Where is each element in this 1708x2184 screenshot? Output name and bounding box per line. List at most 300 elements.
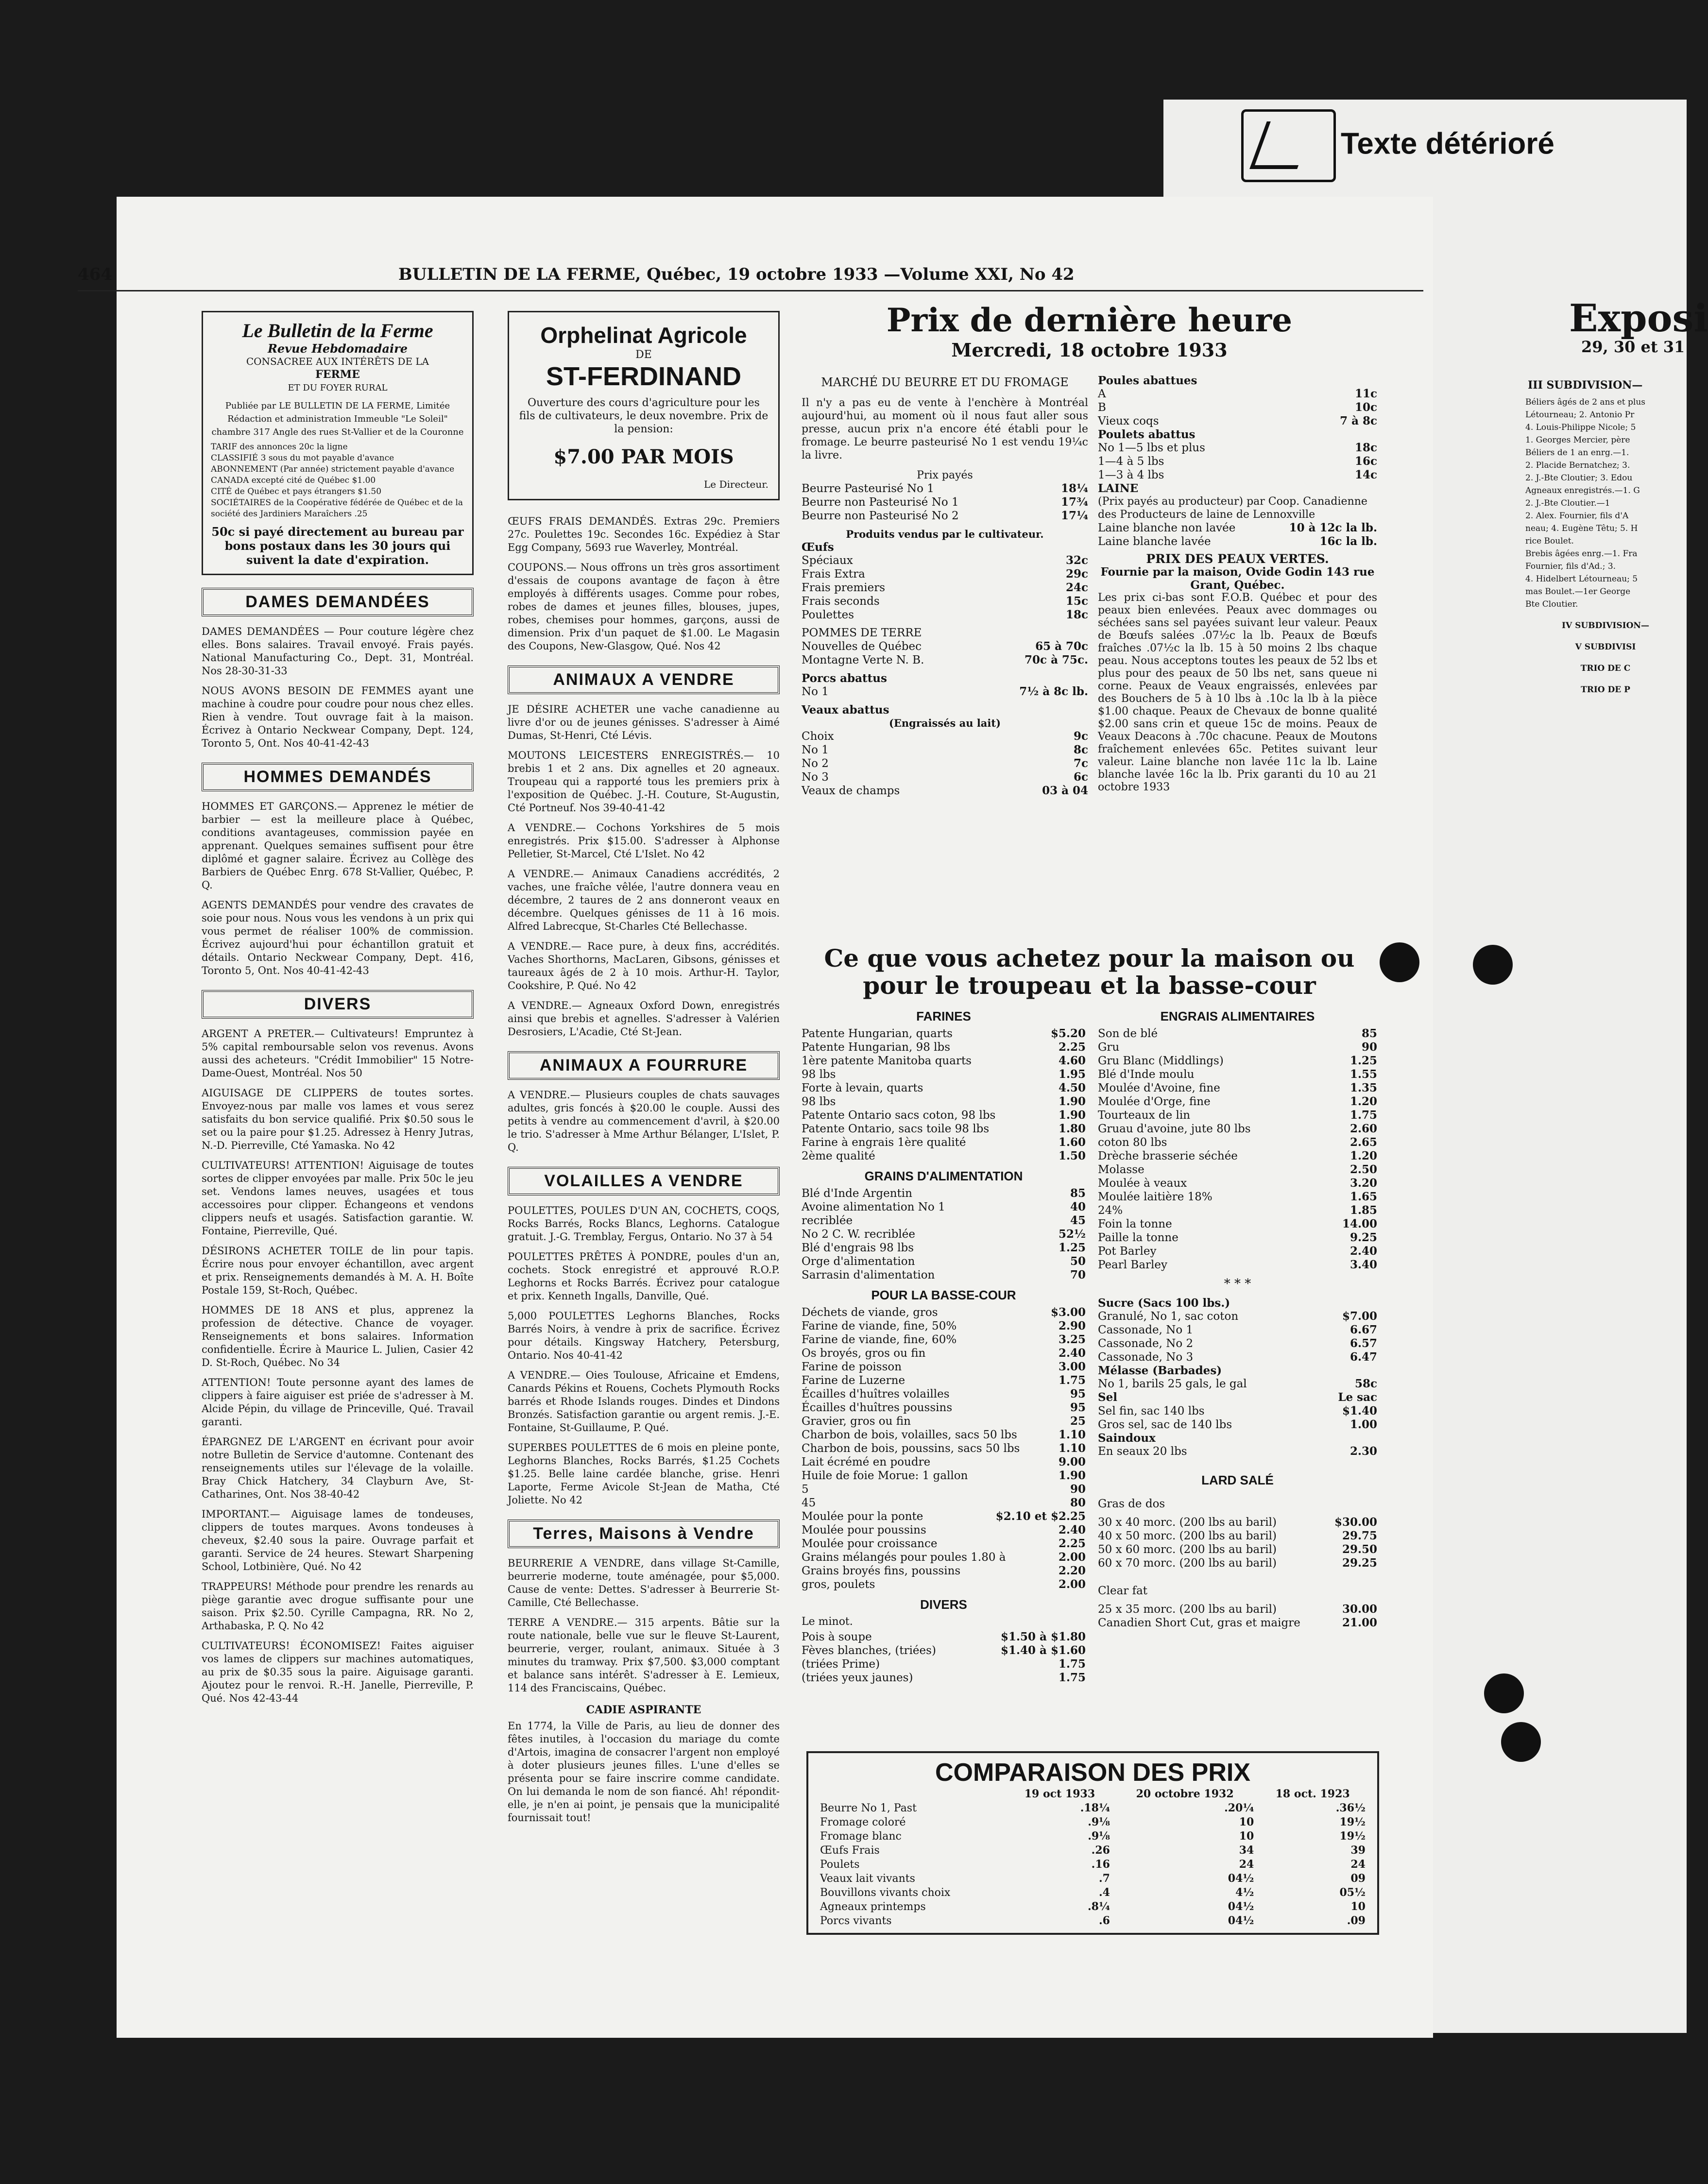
comparison-row bbox=[817, 1815, 1368, 1829]
price-item: Sel fin, sac 140 lbs bbox=[1098, 1405, 1205, 1417]
price-row bbox=[1098, 1245, 1377, 1258]
price-item: Grains mélangés pour poules 1.80 à bbox=[802, 1551, 1006, 1564]
deteriorated-banner bbox=[1241, 109, 1554, 182]
price-value: 2.00 bbox=[1058, 1578, 1086, 1591]
price-value: 70c à 75c. bbox=[1025, 653, 1088, 666]
comparison-value: .6 bbox=[1098, 1914, 1110, 1927]
price-value: 1.75 bbox=[1058, 1671, 1086, 1684]
price-item: 2ème qualité bbox=[802, 1150, 875, 1162]
price-item: Blé d'engrais 98 lbs bbox=[802, 1242, 914, 1254]
price-item: Son de blé bbox=[1098, 1027, 1158, 1040]
price-item: recriblée bbox=[802, 1214, 853, 1227]
orphelinat-sign: Le Directeur. bbox=[704, 478, 769, 490]
comparison-item: Porcs vivants bbox=[820, 1915, 892, 1927]
price-value: 9.00 bbox=[1058, 1455, 1086, 1468]
comparison-value: 34 bbox=[1239, 1844, 1254, 1857]
divers-prices bbox=[802, 1630, 1086, 1685]
clear-prices bbox=[1098, 1603, 1377, 1630]
price-item: Gru bbox=[1098, 1041, 1120, 1054]
price-item: Déchets de viande, gros bbox=[802, 1306, 938, 1319]
price-row bbox=[802, 1374, 1086, 1387]
comparison-item: Agneaux printemps bbox=[820, 1901, 926, 1913]
price-value: 29.25 bbox=[1342, 1556, 1377, 1570]
comparison-value: .36½ bbox=[1335, 1802, 1366, 1814]
masthead-publisher: Publiée par LE BULLETIN DE LA FERME, Limitée bbox=[225, 401, 450, 411]
price-value: $30.00 bbox=[1334, 1516, 1377, 1529]
price-row bbox=[1098, 1516, 1377, 1529]
price-item: Moulée d'Avoine, fine bbox=[1098, 1082, 1220, 1094]
price-item: Blé d'Inde Argentin bbox=[802, 1187, 912, 1200]
comparison-title: COMPARAISON DES PRIX bbox=[935, 1758, 1251, 1787]
price-item: Poulettes bbox=[802, 609, 854, 621]
comparison-value: 09 bbox=[1350, 1872, 1366, 1885]
masthead-rates bbox=[211, 442, 464, 520]
price-row bbox=[802, 1671, 1086, 1685]
punch-hole bbox=[1380, 942, 1419, 982]
price-value: 16c la lb. bbox=[1319, 535, 1377, 548]
price-value: 1.25 bbox=[1058, 1241, 1086, 1254]
chicken-label: Poulets abattus bbox=[1098, 428, 1196, 441]
price-row bbox=[1098, 1163, 1377, 1177]
classified-ad: TRAPPEURS! Méthode pour prendre les renards au piège garantie avec drogue suffisante pour une saison. Prix $2.50. Cyrille Campagna, RR. No 2, Arthabaska, P. Q. No 42 bbox=[202, 1581, 474, 1632]
price-value: 11c bbox=[1354, 387, 1377, 400]
flour-prices bbox=[802, 1027, 1086, 1163]
price-value: $1.40 à $1.60 bbox=[1001, 1644, 1086, 1657]
masthead-address: Rédaction et administration Immeuble "Le Soleil" chambre 317 Angle des rues St-Vallier et de la Couronne bbox=[211, 414, 464, 437]
classified-ad: ARGENT A PRETER.— Cultivateurs! Empruntez à 5% capital remboursable selon vos revenus. Avons aussi des acheteurs. "Crédit Immobilier" 15 Notre-Dame-Ouest, Montréal. Nos 50 bbox=[202, 1028, 474, 1079]
price-value: 10 à 12c la lb. bbox=[1289, 521, 1377, 534]
price-row bbox=[802, 1657, 1086, 1671]
price-item: Gros sel, sac de 140 lbs bbox=[1098, 1418, 1232, 1431]
price-item: Écailles d'huîtres poussins bbox=[802, 1401, 953, 1414]
price-item: Cassonade, No 3 bbox=[1098, 1351, 1194, 1364]
price-value: 1.75 bbox=[1058, 1374, 1086, 1387]
price-item: Fèves blanches, (triées) bbox=[802, 1644, 936, 1657]
price-row bbox=[1098, 1404, 1377, 1418]
price-item: Pot Barley bbox=[1098, 1245, 1157, 1258]
section-terres-maisons: Terres, Maisons à Vendre bbox=[508, 1519, 780, 1548]
price-item: Beurre non Pasteurisé No 2 bbox=[802, 510, 959, 522]
price-row bbox=[1098, 1109, 1377, 1122]
price-value: 21.00 bbox=[1342, 1616, 1377, 1629]
chicken-prices bbox=[1098, 441, 1377, 482]
price-item: 40 x 50 morc. (200 lbs au baril) bbox=[1098, 1530, 1277, 1542]
price-row bbox=[1098, 535, 1377, 548]
comparison-item: Fromage coloré bbox=[820, 1816, 906, 1828]
comparison-value: 04½ bbox=[1228, 1900, 1254, 1913]
gras-prices bbox=[1098, 1516, 1377, 1570]
price-item: Veaux de champs bbox=[802, 785, 900, 797]
price-value: 17¾ bbox=[1061, 495, 1088, 509]
price-value: 2.20 bbox=[1058, 1564, 1086, 1577]
comparison-table bbox=[817, 1787, 1368, 1928]
comparison-header: 19 oct 1933 bbox=[1024, 1788, 1095, 1800]
gras-label: Gras de dos bbox=[1098, 1498, 1165, 1510]
price-value: 7c bbox=[1073, 757, 1088, 770]
farmer-label: Produits vendus par le cultivateur. bbox=[846, 528, 1044, 540]
right-page-entry: IV SUBDIVISION— bbox=[1562, 621, 1649, 631]
classified-ad: COUPONS.— Nous offrons un très gros assortiment d'essais de coupons avantage de façon à être employés à différents usages. Comme pour robes, robes de dames et jeunes filles, blouses, jupes, robes, chemises pour hommes, garçons, aussi de dimension. Prix d'un paquet de $1.00. Le Magasin des Coupons, New-Glasgow, Qué. Nos 42 bbox=[508, 562, 780, 652]
comparison-row bbox=[817, 1858, 1368, 1872]
prices-paid: Prix payés bbox=[917, 469, 973, 481]
comparison-value: .18¼ bbox=[1080, 1802, 1110, 1814]
right-page-entry: Fournier, fils d'Ad.; 3. bbox=[1525, 562, 1616, 571]
ads-terres bbox=[508, 1557, 780, 1695]
price-row bbox=[802, 1068, 1086, 1081]
price-value: 1.90 bbox=[1058, 1095, 1086, 1108]
price-item: No 2 C. W. recriblée bbox=[802, 1228, 916, 1241]
orphelinat-de: DE bbox=[635, 349, 652, 361]
price-item: Foin la tonne bbox=[1098, 1218, 1172, 1230]
price-value: 18¼ bbox=[1061, 482, 1088, 495]
price-row bbox=[802, 1630, 1086, 1644]
price-item: (triées Prime) bbox=[802, 1658, 880, 1671]
price-row bbox=[802, 1537, 1086, 1551]
comparison-value: .20¼ bbox=[1224, 1802, 1254, 1814]
comparison-value: 19½ bbox=[1339, 1816, 1366, 1828]
price-value: 85 bbox=[1361, 1027, 1377, 1040]
prices-col-b bbox=[1098, 374, 1377, 801]
price-value: 30.00 bbox=[1342, 1603, 1377, 1616]
price-row bbox=[1098, 1041, 1377, 1054]
price-value: 6.67 bbox=[1349, 1323, 1377, 1336]
deteriorated-text-icon bbox=[1241, 109, 1336, 182]
price-row bbox=[802, 554, 1088, 567]
masthead-line3: ET DU FOYER RURAL bbox=[288, 383, 388, 393]
price-item: Beurre non Pasteurisé No 1 bbox=[802, 496, 959, 509]
comparison-value: 39 bbox=[1350, 1844, 1366, 1857]
price-item: Pois à soupe bbox=[802, 1631, 872, 1643]
price-row bbox=[1098, 387, 1377, 401]
price-row bbox=[1098, 1027, 1377, 1041]
feed-label: ENGRAIS ALIMENTAIRES bbox=[1160, 1009, 1315, 1024]
price-row bbox=[1098, 1204, 1377, 1217]
section-cadie-aspirante: CADIE ASPIRANTE bbox=[586, 1704, 701, 1716]
right-page-entry: V SUBDIVISI bbox=[1575, 642, 1636, 652]
price-value: 50 bbox=[1070, 1255, 1086, 1268]
price-value: $1.40 bbox=[1342, 1404, 1377, 1417]
orphelinat-place: ST-FERDINAND bbox=[546, 362, 741, 391]
price-row bbox=[802, 495, 1088, 509]
right-page-entries bbox=[1525, 396, 1686, 705]
price-value: 6.47 bbox=[1349, 1350, 1377, 1364]
lard-prices bbox=[1098, 1445, 1377, 1458]
price-item: Cassonade, No 1 bbox=[1098, 1324, 1194, 1336]
price-value: 1.35 bbox=[1349, 1081, 1377, 1094]
right-page-entry: TRIO DE P bbox=[1581, 685, 1630, 695]
price-item: Forte à levain, quarts bbox=[802, 1082, 923, 1094]
right-page-dates: 29, 30 et 31 bbox=[1581, 338, 1685, 356]
price-row bbox=[802, 1255, 1086, 1268]
classified-ad: AIGUISAGE DE CLIPPERS de toutes sortes. Envoyez-nous par malle vos lames et vous serez satisfaits du bon service qualifié. Prix $0.50 sous le set ou la paire pour $1.25. Adressez à Henry Jutras, N.-D. Pierreville, Cté Yamaska. No 42 bbox=[202, 1087, 474, 1151]
price-row bbox=[1098, 401, 1377, 414]
hides-text: Les prix ci-bas sont F.O.B. Québec et pour des peaux bien enlevées. Peaux avec dommages ou séchées sans sel payées suivant leur valeur. Peaux de Bœufs salées .07½c la lb. Peaux de Bœufs fraîches .07½c la lb. 15 à 50 moins 2 lbs chaque peau. Nous acceptons toutes les peaux de 52 lbs et plus pour des peaux de 50 lbs net, sans queue ni corne. Peaux de Veaux engraissés, enlevées par des Bouchers de 5 à 10 lbs à .10c la lb à la pièce $1.00 chaque. Peaux de Chevaux de bonne qualité $2.00 sans crin et queue 15c de moins. Peaux de Veaux Deacons à .70c chacune. Peaux de Moutons fraîchement enlevées 65c. Petites suivant leur valeur. Laine blanche non lavée 11c la lb. Laine blanche lavée 16c la lb. Prix garanti du 10 au 21 octobre 1933 bbox=[1098, 592, 1377, 793]
salt-unit: Le sac bbox=[1338, 1391, 1377, 1404]
price-item: Farine de poisson bbox=[802, 1361, 902, 1373]
section-hommes-demandes: HOMMES DEMANDÉS bbox=[202, 763, 474, 791]
price-row bbox=[802, 482, 1088, 495]
price-value: 1.95 bbox=[1058, 1068, 1086, 1081]
right-page-subdivision: III SUBDIVISION— bbox=[1528, 379, 1643, 392]
price-value: 2.00 bbox=[1058, 1551, 1086, 1564]
price-item: Farine de viande, fine, 50% bbox=[802, 1320, 957, 1332]
classified-ad: DAMES DEMANDÉES — Pour couture légère chez elles. Bons salaires. Travail envoyé. Frais payés. National Manufacturing Co., Dept. 31, Montréal. Nos 28-30-31-33 bbox=[202, 626, 474, 677]
orphelinat-title: Orphelinat Agricole bbox=[540, 323, 747, 348]
cadie-text: En 1774, la Ville de Paris, au lieu de donner des fêtes inutiles, à l'occasion du mariage du comte d'Artois, imagina de consacrer l'argent non employé à doter plusieurs jeunes filles. L'une d'elles se présenta pour se faire inscrire comme candidate. On lui demanda le nom de son fiancé. Ah! répondit-elle, je n'en ai point, je pensais que la municipalité fournissait tout! bbox=[508, 1720, 780, 1824]
wool-prices bbox=[1098, 521, 1377, 548]
price-item: Moulée d'Orge, fine bbox=[1098, 1095, 1211, 1108]
classified-ad: TERRE A VENDRE.— 315 arpents. Bâtie sur la route nationale, belle vue sur le fleuve St-Laurent, beurrerie, verger, roulant, animaux. Située à 3 minutes du tramway. Prix $7,500. $3,000 comptant et balance sans intérêt. S'adresser à E. Lemieux, 114 des Franciscains, Québec. bbox=[508, 1617, 780, 1694]
price-value: 18c bbox=[1354, 441, 1377, 454]
price-value: 4.50 bbox=[1058, 1081, 1086, 1094]
right-page-entry: Béliers de 1 an enrg.—1. bbox=[1525, 448, 1629, 458]
price-item: 24% bbox=[1098, 1204, 1123, 1217]
price-row bbox=[802, 1510, 1086, 1523]
price-item: Moulée pour poussins bbox=[802, 1524, 926, 1536]
punch-hole bbox=[1484, 1673, 1524, 1713]
price-value: 03 à 04 bbox=[1042, 784, 1088, 797]
price-item: Spéciaux bbox=[802, 554, 853, 567]
yard-label: POUR LA BASSE-COUR bbox=[871, 1288, 1016, 1302]
price-item: Avoine alimentation No 1 bbox=[802, 1201, 945, 1213]
salted-label: LARD SALÉ bbox=[1201, 1473, 1274, 1487]
price-value: $3.00 bbox=[1050, 1306, 1086, 1319]
price-value: 3.20 bbox=[1349, 1177, 1377, 1190]
price-value: 90 bbox=[1361, 1041, 1377, 1054]
buy-col-a bbox=[802, 1003, 1086, 1685]
price-row bbox=[1098, 1543, 1377, 1556]
comparison-header: 18 oct. 1923 bbox=[1275, 1788, 1350, 1800]
price-value: $7.00 bbox=[1342, 1310, 1377, 1323]
price-value: 29.50 bbox=[1342, 1543, 1377, 1556]
price-item: Farine de viande, fine, 60% bbox=[802, 1333, 957, 1346]
section-animaux-a-fourrure: ANIMAUX A FOURRURE bbox=[508, 1051, 780, 1080]
price-value: 1.10 bbox=[1058, 1442, 1086, 1455]
classified-ad: A VENDRE.— Race pure, à deux fins, accrédités. Vaches Shorthorns, MacLaren, Gibsons, génisses et taureaux âgés de 2 à 10 mois. Arthur-H. Taylor, Cookshire, P. Qué. No 42 bbox=[508, 940, 780, 991]
veal-prices bbox=[802, 730, 1088, 798]
price-item: Moulée pour la ponte bbox=[802, 1510, 923, 1523]
right-page-entry: Agneaux enregistrés.—1. G bbox=[1525, 486, 1640, 495]
price-value: 29.75 bbox=[1342, 1529, 1377, 1542]
price-value: 18c bbox=[1065, 608, 1088, 621]
price-value: 95 bbox=[1070, 1387, 1086, 1400]
masthead-box bbox=[202, 311, 474, 575]
price-item: 98 lbs bbox=[802, 1095, 836, 1108]
butter-prices bbox=[802, 482, 1088, 523]
comparison-value: .9⅛ bbox=[1088, 1830, 1110, 1843]
price-value: 2.40 bbox=[1058, 1523, 1086, 1536]
price-value: 1.60 bbox=[1058, 1136, 1086, 1149]
orphelinat-price: $7.00 PAR MOIS bbox=[553, 445, 734, 468]
price-item: 45 bbox=[802, 1497, 816, 1509]
price-item: Granulé, No 1, sac coton bbox=[1098, 1310, 1239, 1323]
eggs-prices bbox=[802, 554, 1088, 622]
price-item: Gru Blanc (Middlings) bbox=[1098, 1055, 1224, 1067]
poultry-prices bbox=[1098, 387, 1377, 428]
price-row bbox=[1098, 1310, 1377, 1323]
comparison-value: .16 bbox=[1091, 1858, 1110, 1871]
right-page-entry: 2. Placide Bernatchez; 3. bbox=[1525, 461, 1630, 470]
price-row bbox=[802, 1387, 1086, 1401]
price-row bbox=[802, 1428, 1086, 1442]
price-item: Farine à engrais 1ère qualité bbox=[802, 1136, 966, 1149]
buy-col-b bbox=[1098, 1003, 1377, 1630]
price-value: 3.00 bbox=[1058, 1360, 1086, 1373]
comparison-row bbox=[817, 1829, 1368, 1843]
price-item: No 1 bbox=[802, 685, 829, 698]
price-row bbox=[1098, 1258, 1377, 1272]
price-value: 1.75 bbox=[1349, 1109, 1377, 1122]
price-item: Patente Hungarian, 98 lbs bbox=[802, 1041, 951, 1054]
price-row bbox=[1098, 468, 1377, 482]
price-value: 1.85 bbox=[1349, 1204, 1377, 1217]
price-item: Patente Hungarian, quarts bbox=[802, 1027, 953, 1040]
price-item: Cassonade, No 2 bbox=[1098, 1337, 1194, 1350]
price-row bbox=[1098, 1556, 1377, 1570]
price-item: Grains broyés fins, poussins bbox=[802, 1565, 961, 1577]
price-value: 8c bbox=[1073, 743, 1088, 756]
price-item: No 2 bbox=[802, 757, 829, 770]
price-item: Nouvelles de Québec bbox=[802, 640, 922, 653]
sugar-label: Sucre (Sacs 100 lbs.) bbox=[1098, 1297, 1230, 1310]
masthead-subtitle: Revue Hebdomadaire bbox=[267, 341, 408, 356]
rate-line: CANADA excepté cité de Québec $1.00 bbox=[211, 476, 376, 485]
classified-ad: CULTIVATEURS! ÉCONOMISEZ! Faites aiguiser vos lames de clippers sur machines automatiques, au prix de $0.35 sous la paire. Aiguisage garanti. Ajoutez pour le renvoi. R.-H. Janelle, Pierreville, P. Qué. Nos 42-43-44 bbox=[202, 1640, 474, 1704]
price-value: 14.00 bbox=[1342, 1217, 1377, 1230]
price-item: Patente Ontario, sacs toile 98 lbs bbox=[802, 1123, 990, 1135]
classified-ad: A VENDRE.— Agneaux Oxford Down, enregistrés ainsi que brebis et agnelles. S'adresser à Valérien Desrosiers, L'Acadie, Cté St-Jean. bbox=[508, 1000, 780, 1038]
classified-ad: HOMMES ET GARÇONS.— Apprenez le métier de barbier — est la meilleure place à Québec, conditions avantageuses, commission payée en apprenant. Quelques semaines suffisent pour être diplômé et gagner salaire. Écrivez au Collège des Barbiers de Québec Enrg. 678 St-Vallier, Québec, P. Q. bbox=[202, 801, 474, 891]
price-item: (triées yeux jaunes) bbox=[802, 1672, 913, 1684]
price-row bbox=[802, 1241, 1086, 1255]
price-row bbox=[802, 595, 1088, 608]
classified-ad: MOUTONS LEICESTERS ENREGISTRÉS.— 10 brebis 1 et 2 ans. Dix agnelles et 20 agneaux. Troupeau qui a rapporté tous les premiers prix à l'exposition de Québec. J.-H. Couture, St-Augustin, Cté Portneuf. Nos 39-40-41-42 bbox=[508, 750, 780, 814]
price-item: Paille la tonne bbox=[1098, 1231, 1179, 1244]
price-value: 65 à 70c bbox=[1035, 640, 1088, 653]
price-row bbox=[802, 608, 1088, 622]
price-item: gros, poulets bbox=[802, 1578, 875, 1591]
wool-label: LAINE bbox=[1098, 482, 1139, 495]
classified-ad: ATTENTION! Toute personne ayant des lames de clippers à faire aiguiser est priée de s'adresser à M. Alcide Pépin, du village de Princeville, Qué. Travail garanti. bbox=[202, 1377, 474, 1428]
price-row bbox=[802, 1483, 1086, 1496]
price-row bbox=[802, 1523, 1086, 1537]
price-row bbox=[802, 1401, 1086, 1415]
potato-prices bbox=[802, 640, 1088, 667]
price-item: 1ère patente Manitoba quarts bbox=[802, 1055, 972, 1067]
price-value: 6.57 bbox=[1349, 1337, 1377, 1350]
price-row bbox=[802, 1200, 1086, 1214]
potato-label: POMMES DE TERRE bbox=[802, 627, 922, 639]
price-item: Laine blanche lavée bbox=[1098, 535, 1211, 548]
price-row bbox=[802, 1415, 1086, 1428]
price-value: 2.65 bbox=[1349, 1136, 1377, 1149]
rate-line: TARIF des annonces 20c la ligne bbox=[211, 442, 348, 452]
price-row bbox=[802, 1333, 1086, 1347]
price-row bbox=[1098, 1529, 1377, 1543]
right-page-entry: 4. Louis-Philippe Nicole; 5 bbox=[1525, 423, 1636, 432]
price-item: 98 lbs bbox=[802, 1068, 836, 1081]
price-row bbox=[802, 770, 1088, 784]
price-value: 15c bbox=[1065, 595, 1088, 608]
classified-ad: JE DÉSIRE ACHETER une vache canadienne au livre d'or ou de jeunes génisses. S'adresser à Aimé Dumas, St-Henri, Cté Lévis. bbox=[508, 703, 780, 741]
price-row bbox=[802, 1455, 1086, 1469]
right-page-title: Exposi bbox=[1569, 296, 1708, 341]
price-row bbox=[1098, 1350, 1377, 1364]
orphelinat-box bbox=[508, 311, 780, 500]
comparison-value: 19½ bbox=[1339, 1830, 1366, 1843]
sugar-prices bbox=[1098, 1310, 1377, 1364]
clear-label: Clear fat bbox=[1098, 1585, 1148, 1597]
molasses-prices bbox=[1098, 1377, 1377, 1391]
price-row bbox=[1098, 1095, 1377, 1109]
price-item: Patente Ontario sacs coton, 98 lbs bbox=[802, 1109, 996, 1122]
price-value: 2.40 bbox=[1349, 1245, 1377, 1258]
price-row bbox=[802, 730, 1088, 743]
flour-label: FARINES bbox=[916, 1009, 971, 1024]
classified-ad: 5,000 POULETTES Leghorns Blanches, Rocks Barrés Noirs, à vendre à prix de sacrifice. Écrivez pour détails. Kingsway Hatchery, Petersburg, Ontario. Nos 40-41-42 bbox=[508, 1310, 780, 1361]
price-item: 50 x 60 morc. (200 lbs au baril) bbox=[1098, 1543, 1277, 1556]
classified-ad: BEURRERIE A VENDRE, dans village St-Camille, beurrerie moderne, toute aménagée, pour $5,000. Cause de vente: Dettes. S'adresser à Beurrerie St-Camille, Cté Bellechasse. bbox=[508, 1557, 780, 1608]
ads-volailles bbox=[508, 1204, 780, 1507]
classified-ad: CULTIVATEURS! ATTENTION! Aiguisage de toutes sortes de clipper envoyées par malle. Prix 50c le jeu set. Vendons lames neuves, usagées et tous accessoires pour clipper. Échangeons et vendons clippers neufs et usagés. Satisfaction garantie. W. Fontaine, Pierreville, Qué. bbox=[202, 1160, 474, 1237]
price-value: 9.25 bbox=[1349, 1231, 1377, 1244]
price-value: 9c bbox=[1073, 730, 1088, 743]
right-page-entry: Bte Cloutier. bbox=[1525, 599, 1578, 609]
comparison-value: 24 bbox=[1239, 1858, 1254, 1871]
price-row bbox=[1098, 1054, 1377, 1068]
veal-note: (Engraissés au lait) bbox=[888, 717, 1001, 729]
classified-ad: DÉSIRONS ACHETER TOILE de lin pour tapis. Écrire nous pour envoyer échantillon, avec argent et prix. Renseignements demandés à M. A. H. Boîte Postale 159, St-Roch, Québec. bbox=[202, 1245, 474, 1296]
punch-hole bbox=[1473, 945, 1513, 985]
comparison-value: 10 bbox=[1239, 1816, 1254, 1828]
yard-prices bbox=[802, 1306, 1086, 1591]
price-row bbox=[1098, 455, 1377, 468]
price-row bbox=[802, 743, 1088, 757]
classified-ad: POULETTES, POULES D'UN AN, COCHETS, COQS, Rocks Barrés, Rocks Blancs, Leghorns. Catalogue gratuit. J.-G. Tremblay, Fergus, Ontario. No 37 à 54 bbox=[508, 1205, 780, 1243]
price-item: Laine blanche non lavée bbox=[1098, 522, 1236, 534]
comparison-value: 04½ bbox=[1228, 1914, 1254, 1927]
classified-ad: NOUS AVONS BESOIN DE FEMMES ayant une machine à coudre pour coudre pour nous chez elles. Rien à vendre. Tout ouvrage fait à la maison. Écrivez à Ontario Neckwear Company, Dept. 124, Toronto 5, Ont. Nos 40-41-42-43 bbox=[202, 685, 474, 749]
price-item: Charbon de bois, poussins, sacs 50 lbs bbox=[802, 1442, 1020, 1455]
price-value: 32c bbox=[1065, 554, 1088, 567]
price-row bbox=[802, 1442, 1086, 1455]
masthead-note: 50c si payé directement au bureau par bons postaux dans les 30 jours qui suivent la date d'expiration. bbox=[211, 525, 464, 567]
price-item: Os broyés, gros ou fin bbox=[802, 1347, 926, 1360]
price-item: Frais premiers bbox=[802, 581, 886, 594]
price-value: 70 bbox=[1070, 1268, 1086, 1281]
price-item: No 1, barils 25 gals, le gal bbox=[1098, 1378, 1247, 1390]
price-row bbox=[802, 1095, 1086, 1109]
price-value: 2.25 bbox=[1058, 1537, 1086, 1550]
buy-section bbox=[802, 940, 1377, 1004]
price-item: Blé d'Inde moulu bbox=[1098, 1068, 1195, 1081]
price-value: 4.60 bbox=[1058, 1054, 1086, 1067]
price-item: Frais seconds bbox=[802, 595, 880, 608]
price-item: Frais Extra bbox=[802, 568, 865, 580]
ads-divers bbox=[202, 1027, 474, 1705]
comparison-row bbox=[817, 1801, 1368, 1815]
price-item: 1—3 à 4 lbs bbox=[1098, 469, 1164, 481]
price-row bbox=[802, 567, 1088, 581]
pork-label: Porcs abattus bbox=[802, 672, 887, 685]
comparison-header bbox=[817, 1787, 1007, 1801]
right-page-entry: 2. J.-Bte Cloutier.—1 bbox=[1525, 498, 1610, 508]
comparison-value: .9⅛ bbox=[1088, 1816, 1110, 1828]
price-row bbox=[802, 1578, 1086, 1591]
divers-label: DIVERS bbox=[920, 1597, 967, 1612]
comparison-item: Beurre No 1, Past bbox=[820, 1802, 917, 1814]
price-item: Moulée à veaux bbox=[1098, 1177, 1187, 1190]
